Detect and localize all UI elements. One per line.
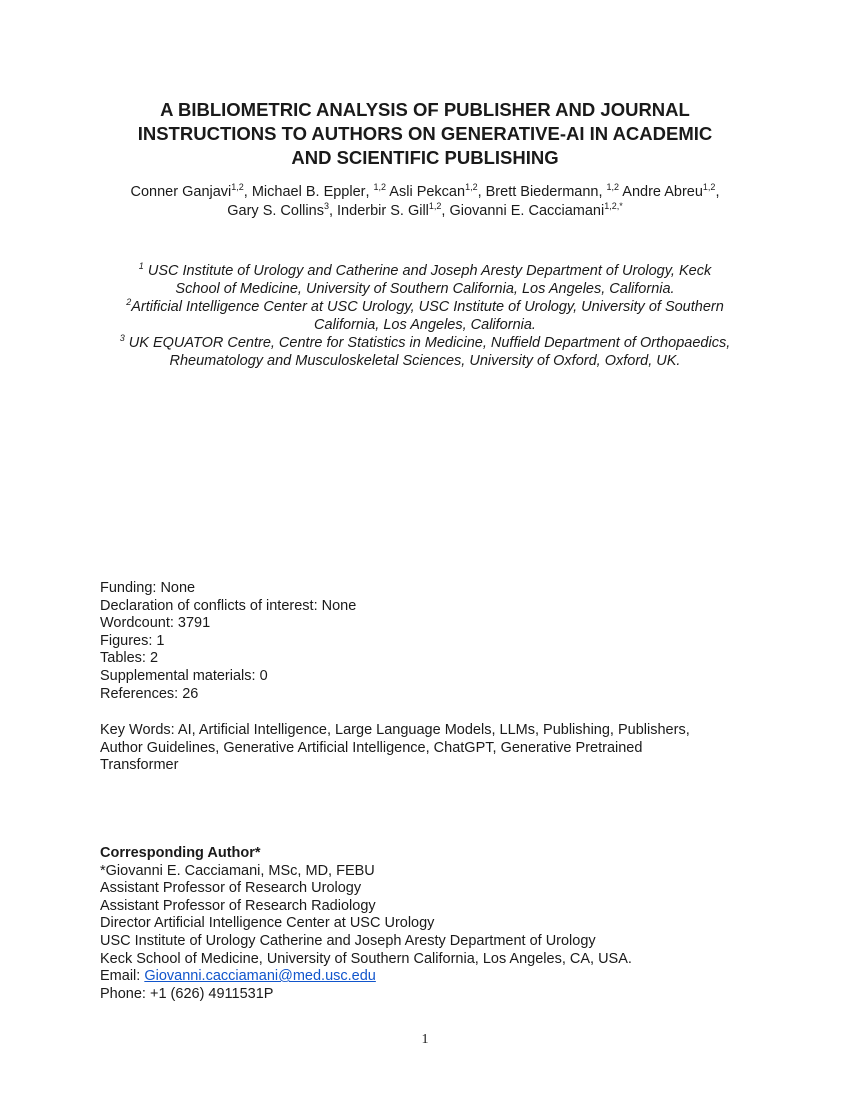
affiliation-2 <box>70 298 780 334</box>
author-corresponding: Giovanni E. Cacciamani$^{1,2,*}$ <box>449 201 623 219</box>
conflicts-of-interest: Declaration of conflicts of interest: None <box>100 597 357 614</box>
affiliation-1 <box>70 262 780 298</box>
corresponding-author-department: USC Institute of Urology Catherine and Joseph Aresty Department of Urology <box>100 932 596 949</box>
title-line: A BIBLIOMETRIC ANALYSIS OF PUBLISHER AND JOURNAL <box>160 99 690 120</box>
supplemental-materials: Supplemental materials: 0 <box>100 667 268 684</box>
paper-title <box>85 98 765 170</box>
author: Inderbir S. Gill$^{1,2}$, <box>337 201 450 219</box>
corresponding-author-title: Assistant Professor of Research Urology <box>100 880 362 897</box>
author-list <box>60 183 790 221</box>
manuscript-metadata <box>100 580 750 703</box>
affiliation-list <box>70 262 780 370</box>
keywords <box>100 722 750 775</box>
corresponding-author-title: Assistant Professor of Research Radiology <box>100 897 376 914</box>
title-line: INSTRUCTIONS TO AUTHORS ON GENERATIVE-AI IN ACADEMIC <box>137 123 713 144</box>
email-link[interactable]: Giovanni.cacciamani@med.usc.edu <box>144 968 376 985</box>
author-affiliation-marker: 1,2 <box>606 182 620 193</box>
affiliation-marker: 2 <box>126 297 132 308</box>
affiliation-text: Rheumatology and Musculoskeletal Sciences, University of Oxford, Oxford, UK. <box>169 353 681 369</box>
author: Asli Pekcan$^{1,2}$, <box>389 182 486 200</box>
keywords-line: Key Words: AI, Artificial Intelligence, Large Language Models, LLMs, Publishing, Publishers, <box>100 722 690 738</box>
funding: Funding: None <box>100 580 196 596</box>
author: Gary S. Collins$^3$, <box>227 201 338 219</box>
corresponding-author <box>100 845 750 1003</box>
author-affiliation-marker: 1,2 <box>373 182 387 193</box>
author-line-1 <box>60 183 790 202</box>
tables-count: Tables: 2 <box>100 650 159 667</box>
keywords-line: Author Guidelines, Generative Artificial Intelligence, ChatGPT, Generative Pretrained <box>100 739 643 756</box>
corresponding-author-heading: Corresponding Author* <box>100 845 261 861</box>
author: Andre Abreu$^{1,2}$, <box>622 182 720 200</box>
affiliation-3 <box>70 334 780 370</box>
author: Brett Biedermann, <box>485 184 607 200</box>
affiliation-marker: 3 <box>119 333 125 344</box>
wordcount: Wordcount: 3791 <box>100 615 211 632</box>
author: Michael B. Eppler, <box>251 184 374 200</box>
affiliation-marker: 1 <box>138 261 144 272</box>
page-number: 1 <box>421 1032 429 1047</box>
affiliation-text: USC Institute of Urology and Catherine and Joseph Aresty Department of Urology, Keck <box>143 263 712 279</box>
corresponding-author-name: *Giovanni E. Cacciamani, MSc, MD, FEBU <box>100 862 375 879</box>
affiliation-text: School of Medicine, University of Southern California, Los Angeles, California. <box>175 281 675 297</box>
author: Conner Ganjavi$^{1,2}$, <box>130 182 252 200</box>
corresponding-author-phone: Phone: +1 (626) 4911531P <box>100 985 274 1002</box>
affiliation-text: UK EQUATOR Centre, Centre for Statistics in Medicine, Nuffield Department of Orthopaedics, <box>124 335 731 351</box>
figures-count: Figures: 1 <box>100 632 165 649</box>
corresponding-author-title: Director Artificial Intelligence Center at USC Urology <box>100 915 435 932</box>
title-line: AND SCIENTIFIC PUBLISHING <box>291 147 559 168</box>
corresponding-author-email <box>100 968 750 986</box>
references-count: References: 26 <box>100 685 199 702</box>
author-line-2 <box>60 202 790 221</box>
email-label: Email: <box>100 968 145 985</box>
affiliation-text: Artificial Intelligence Center at USC Urology, USC Institute of Urology, University of Southern <box>131 299 724 315</box>
affiliation-text: California, Los Angeles, California. <box>314 317 536 333</box>
corresponding-author-address: Keck School of Medicine, University of Southern California, Los Angeles, CA, USA. <box>100 950 632 967</box>
keywords-line: Transformer <box>100 757 179 774</box>
